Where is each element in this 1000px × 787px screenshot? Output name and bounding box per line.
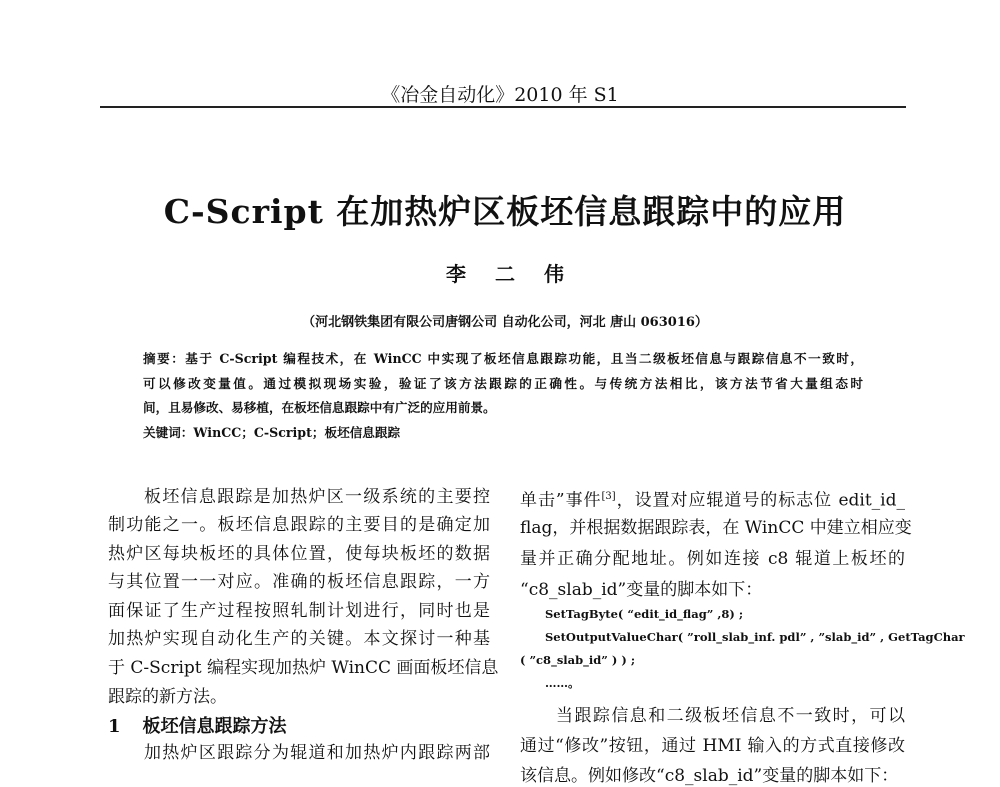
body-line: 于 C-Script 编程实现加热炉 WinCC 画面板坯信息 — [108, 658, 499, 678]
body-line: 面保证了生产过程按照轧制计划进行，同时也是 — [108, 601, 490, 621]
author: 李 二 伟 — [446, 262, 564, 286]
keywords: 关键词：WinCC；C-Script；板坯信息跟踪 — [143, 425, 401, 440]
body-line: 量并正确分配地址。例如连接 c8 辊道上板坯的 — [520, 549, 905, 569]
body-line: 板坯信息跟踪是加热炉区一级系统的主要控 — [144, 487, 490, 507]
journal-header: 《冶金自动化》2010 年 S1 — [381, 84, 619, 106]
paper-title: C-Script 在加热炉区板坯信息跟踪中的应用 — [163, 192, 847, 231]
affiliation: （河北钢铁集团有限公司唐钢公司 自动化公司，河北 唐山 063016） — [302, 315, 708, 330]
header-rule — [100, 106, 906, 108]
code-line: ……。 — [545, 676, 580, 690]
code-line: SetTagByte( “edit_id_flag” ,8) ; — [545, 607, 744, 621]
body-line: 制功能之一。板坯信息跟踪的主要目的是确定加 — [108, 515, 490, 535]
code-line: SetOutputValueChar( ”roll_slab_inf. pdl” , ”slab_id” , GetTagChar — [545, 630, 965, 644]
abstract-line: 可以修改变量值。通过模拟现场实验，验证了该方法跟踪的正确性。与传统方法相比，该方法节省大量组态时 — [143, 376, 863, 391]
code-line: ( ”c8_slab_id” ) ) ; — [520, 653, 636, 667]
body-line: 跟踪的新方法。 — [108, 687, 227, 707]
citation-ref: [3] — [601, 491, 616, 502]
section-number: 1 — [108, 716, 121, 737]
body-line: 通过“修改”按钮，通过 HMI 输入的方式直接修改 — [520, 736, 905, 756]
section-heading — [108, 716, 287, 737]
body-line: 该信息。例如修改“c8_slab_id”变量的脚本如下： — [520, 766, 899, 786]
body-line: 加热炉区跟踪分为辊道和加热炉内跟踪两部 — [144, 743, 490, 763]
body-line: 热炉区每块板坯的具体位置，使每块板坯的数据 — [108, 544, 490, 564]
body-line: 加热炉实现自动化生产的关键。本文探讨一种基 — [108, 629, 490, 649]
body-line: 当跟踪信息和二级板坯信息不一致时，可以 — [556, 706, 905, 726]
body-line: 与其位置一一对应。准确的板坯信息跟踪，一方 — [108, 572, 490, 592]
body-line: flag，并根据数据跟踪表，在 WinCC 中建立相应变 — [520, 518, 912, 538]
text: ，设置对应辊道号的标志位 edit_id_ — [615, 490, 905, 511]
body-line — [520, 486, 905, 511]
text: 单击”事件 — [520, 490, 602, 511]
section-title: 板坯信息跟踪方法 — [142, 716, 287, 737]
body-line: “c8_slab_id”变量的脚本如下： — [520, 580, 763, 600]
abstract-line: 间，且易修改、易移植，在板坯信息跟踪中有广泛的应用前景。 — [143, 400, 496, 415]
abstract-line: 摘要：基于 C-Script 编程技术，在 WinCC 中实现了板坯信息跟踪功能，且当二级板坯信息与跟踪信息不一致时， — [143, 351, 863, 366]
